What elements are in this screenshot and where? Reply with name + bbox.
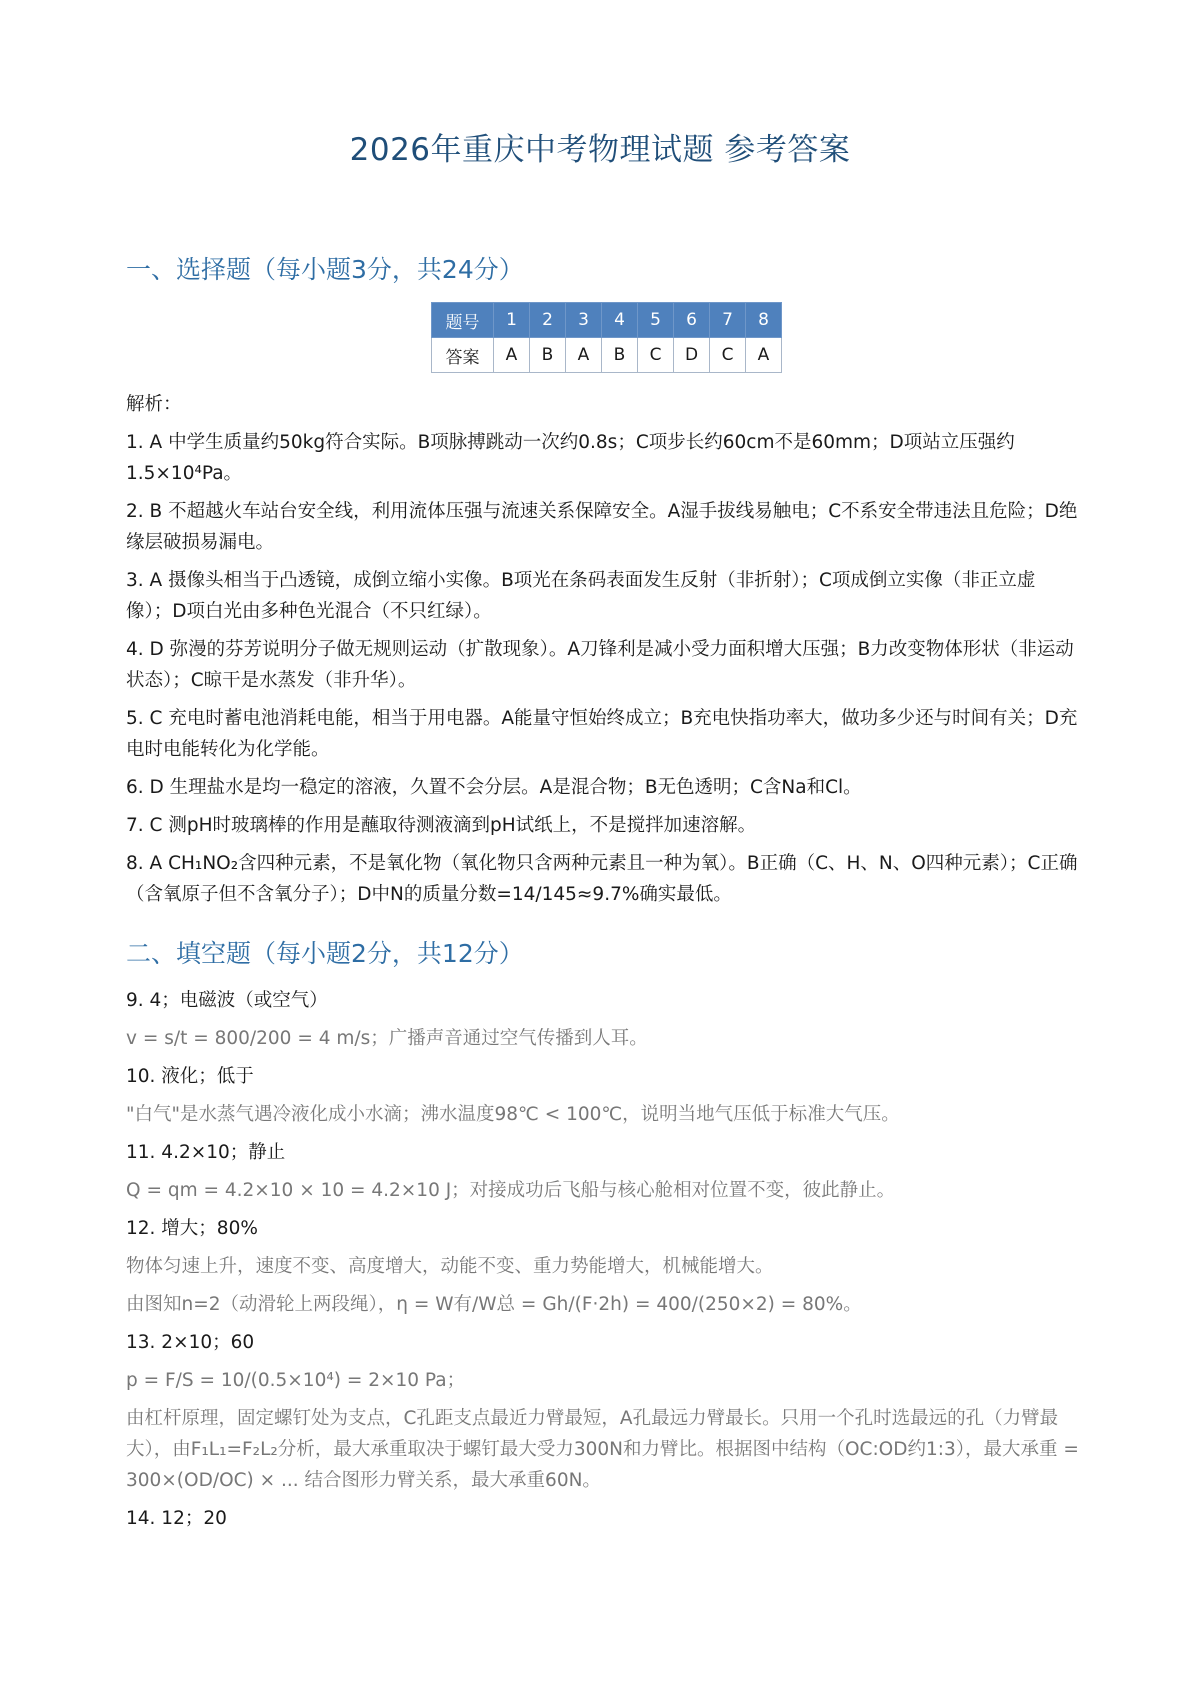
fill-note: "白气"是水蒸气遇冷液化成小水滴；沸水温度98℃ < 100℃，说明当地气压低于标准大气压。	[126, 1104, 900, 1125]
table-answer-cell: C	[710, 338, 746, 373]
fill-answer: 12. 增大；80%	[126, 1218, 258, 1239]
table-header-cell: 3	[566, 303, 602, 338]
fill-note: 物体匀速上升，速度不变、高度增大，动能不变、重力势能增大，机械能增大。	[126, 1256, 774, 1277]
answer-table-answer-row	[432, 338, 782, 373]
section-heading-choice: 一、选择题（每小题3分，共24分）	[126, 255, 524, 284]
fill-answer: 14. 12；20	[126, 1508, 227, 1529]
analysis-item: 5. C 充电时蓄电池消耗电能，相当于用电器。A能量守恒始终成立；B充电快指功率大，做功多少还与时间有关；D充电时电能转化为化学能。	[126, 708, 1078, 760]
table-header-cell: 1	[494, 303, 530, 338]
analysis-item: 4. D 弥漫的芬芳说明分子做无规则运动（扩散现象）。A刀锋利是减小受力面积增大压强；B力改变物体形状（非运动状态）；C晾干是水蒸发（非升华）。	[126, 639, 1074, 691]
table-header-cell: 6	[674, 303, 710, 338]
table-header-cell: 2	[530, 303, 566, 338]
table-header-cell: 8	[746, 303, 782, 338]
fill-note: 由图知n=2（动滑轮上两段绳），η = W有/W总 = Gh/(F·2h) = 400/(250×2) = 80%。	[126, 1294, 862, 1315]
answer-table-header-row	[432, 303, 782, 338]
table-header-cell: 4	[602, 303, 638, 338]
table-header-cell: 5	[638, 303, 674, 338]
fill-answer: 11. 4.2×10；静止	[126, 1142, 286, 1163]
table-answer-cell: A	[746, 338, 782, 373]
analysis-item: 3. A 摄像头相当于凸透镜，成倒立缩小实像。B项光在条码表面发生反射（非折射）；C项成倒立实像（非正立虚像）；D项白光由多种色光混合（不只红绿）。	[126, 570, 1036, 622]
table-header-label: 题号	[432, 303, 494, 338]
fill-note: p = F/S = 10/(0.5×10⁴) = 2×10 Pa；	[126, 1370, 466, 1391]
analysis-item: 7. C 测pH时玻璃棒的作用是蘸取待测液滴到pH试纸上，不是搅拌加速溶解。	[126, 815, 757, 836]
fill-answer: 13. 2×10；60	[126, 1332, 255, 1353]
analysis-list	[126, 427, 1081, 917]
analysis-item: 8. A CH₁NO₂含四种元素，不是氧化物（氧化物只含两种元素且一种为氧）。B正确（C、H、N、O四种元素）；C正确（含氧原子但不含氧分子）；D中N的质量分数=14/145≈9.7%确实最低。	[126, 853, 1078, 905]
fill-answer: 9. 4；电磁波（或空气）	[126, 990, 328, 1011]
analysis-label: 解析：	[126, 394, 182, 415]
fill-note: v = s/t = 800/200 = 4 m/s；广播声音通过空气传播到人耳。	[126, 1028, 648, 1049]
table-answer-cell: A	[494, 338, 530, 373]
table-answer-cell: B	[602, 338, 638, 373]
table-answer-cell: C	[638, 338, 674, 373]
section-heading-fill: 二、填空题（每小题2分，共12分）	[126, 939, 524, 968]
page-title: 2026年重庆中考物理试题 参考答案	[349, 132, 851, 168]
fill-list	[126, 985, 1081, 1541]
table-answer-cell: B	[530, 338, 566, 373]
analysis-item: 6. D 生理盐水是均一稳定的溶液，久置不会分层。A是混合物；B无色透明；C含Na和Cl。	[126, 777, 862, 798]
answer-table	[431, 302, 782, 373]
fill-answer: 10. 液化；低于	[126, 1066, 254, 1087]
table-answer-label: 答案	[432, 338, 494, 373]
fill-note: 由杠杆原理，固定螺钉处为支点，C孔距支点最近力臂最短，A孔最远力臂最长。只用一个孔时选最远的孔（力臂最大），由F₁L₁=F₂L₂分析，最大承重取决于螺钉最大受力300N和力臂比。根据图中结构（OC:OD约1:3），最大承重 = 300×(OD/OC) × ... 结合图形力臂关系，最大承重60N。	[126, 1408, 1079, 1491]
analysis-item: 2. B 不超越火车站台安全线，利用流体压强与流速关系保障安全。A湿手拔线易触电；C不系安全带违法且危险；D绝缘层破损易漏电。	[126, 501, 1078, 553]
table-answer-cell: A	[566, 338, 602, 373]
table-answer-cell: D	[674, 338, 710, 373]
fill-note: Q = qm = 4.2×10 × 10 = 4.2×10 J；对接成功后飞船与核心舱相对位置不变，彼此静止。	[126, 1180, 896, 1201]
table-header-cell: 7	[710, 303, 746, 338]
analysis-item: 1. A 中学生质量约50kg符合实际。B项脉搏跳动一次约0.8s；C项步长约60cm不是60mm；D项站立压强约1.5×10⁴Pa。	[126, 432, 1015, 484]
